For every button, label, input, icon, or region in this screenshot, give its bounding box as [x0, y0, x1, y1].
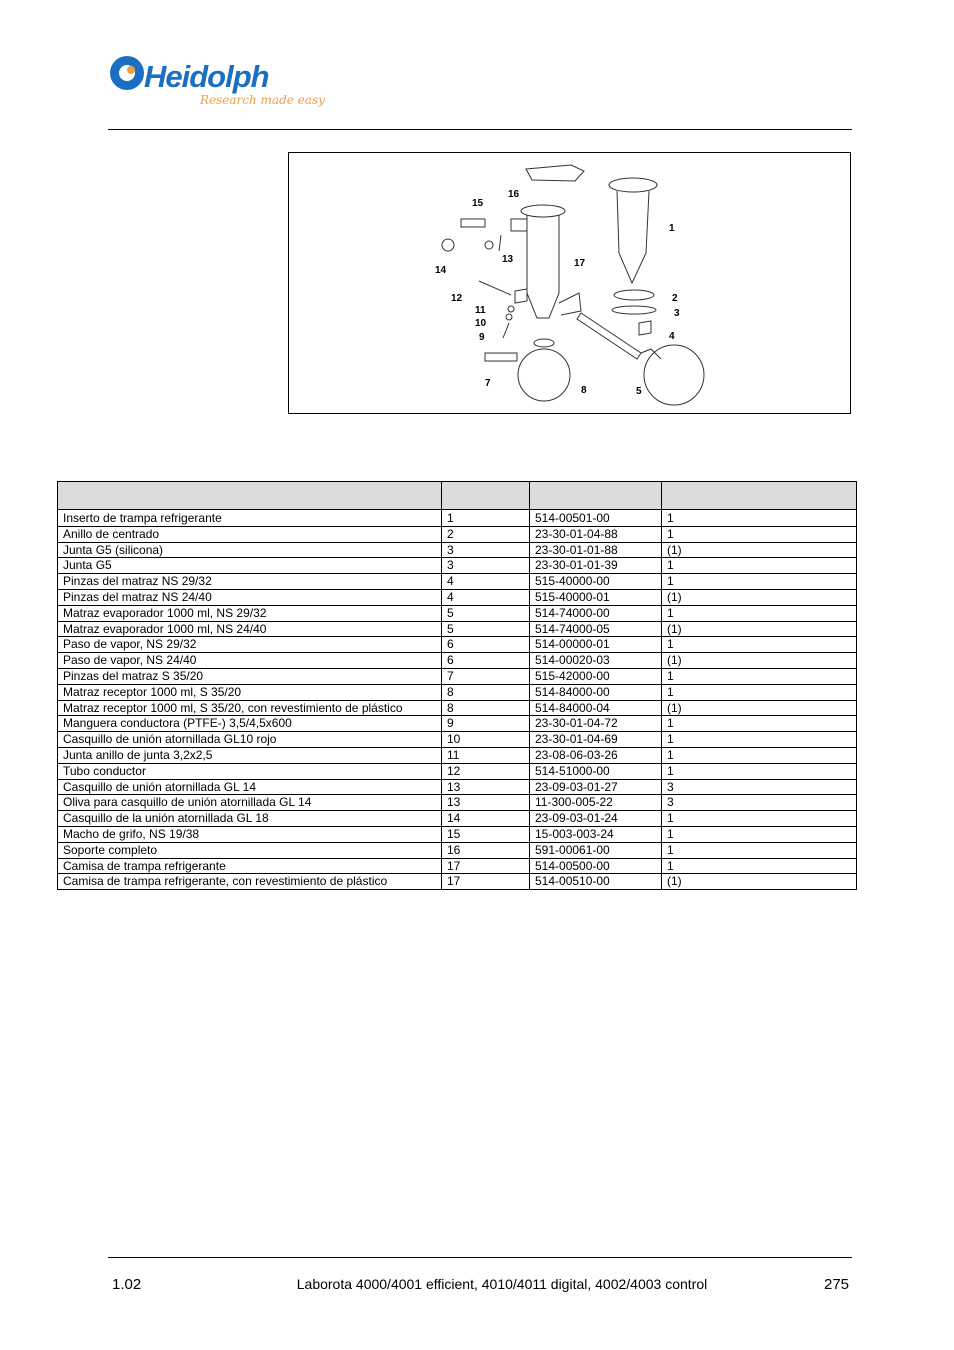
part-conductor-tube-icon	[479, 281, 511, 295]
part-number: 514-00020-03	[530, 653, 662, 669]
part-position: 9	[442, 716, 530, 732]
callout-4: 4	[669, 331, 675, 342]
part-position: 12	[442, 763, 530, 779]
part-number: 591-00061-00	[530, 842, 662, 858]
table-row	[58, 795, 857, 811]
part-olive-icon	[499, 235, 501, 251]
table-row	[58, 874, 857, 890]
part-description: Macho de grifo, NS 19/38	[58, 826, 442, 842]
callout-7: 7	[485, 378, 491, 389]
part-jacket-lower-side-icon	[515, 289, 527, 303]
part-position: 11	[442, 747, 530, 763]
part-quantity: 1	[662, 732, 857, 748]
part-position: 16	[442, 842, 530, 858]
part-number: 23-30-01-04-69	[530, 732, 662, 748]
part-description: Soporte completo	[58, 842, 442, 858]
part-insert-icon	[617, 191, 649, 283]
callout-13: 13	[502, 254, 514, 265]
spare-parts-table	[57, 481, 857, 890]
callout-8: 8	[581, 385, 587, 396]
part-description: Matraz evaporador 1000 ml, NS 29/32	[58, 605, 442, 621]
part-quantity: 1	[662, 637, 857, 653]
part-position: 10	[442, 732, 530, 748]
table-header-row	[58, 482, 857, 510]
part-position: 13	[442, 779, 530, 795]
callout-3: 3	[674, 308, 680, 319]
part-number: 514-74000-05	[530, 621, 662, 637]
table-row	[58, 732, 857, 748]
table-header-cell	[530, 482, 662, 510]
part-insert-rim-icon	[609, 178, 657, 192]
table-row	[58, 811, 857, 827]
part-description: Manguera conductora (PTFE-) 3,5/4,5x600	[58, 716, 442, 732]
part-description: Anillo de centrado	[58, 526, 442, 542]
table-header-cell	[58, 482, 442, 510]
callout-1: 1	[669, 223, 675, 234]
part-position: 7	[442, 668, 530, 684]
part-number: 15-003-003-24	[530, 826, 662, 842]
table-row	[58, 653, 857, 669]
part-description: Casquillo de unión atornillada GL 14	[58, 779, 442, 795]
part-description: Matraz evaporador 1000 ml, NS 24/40	[58, 621, 442, 637]
callout-5: 5	[636, 386, 642, 397]
table-row	[58, 621, 857, 637]
table-row	[58, 605, 857, 621]
part-number: 514-00000-01	[530, 637, 662, 653]
part-holder-icon	[526, 165, 584, 181]
part-position: 1	[442, 510, 530, 527]
part-quantity: 1	[662, 510, 857, 527]
part-description: Tubo conductor	[58, 763, 442, 779]
part-hose-icon	[503, 323, 509, 338]
part-number: 23-08-06-03-26	[530, 747, 662, 763]
part-quantity: 1	[662, 747, 857, 763]
part-position: 17	[442, 858, 530, 874]
part-position: 5	[442, 621, 530, 637]
heidolph-logo	[108, 50, 328, 112]
part-description: Casquillo de unión atornillada GL10 rojo	[58, 732, 442, 748]
table-row	[58, 826, 857, 842]
part-position: 4	[442, 574, 530, 590]
footer-page-number: 275	[824, 1276, 850, 1293]
table-row	[58, 684, 857, 700]
table-row	[58, 542, 857, 558]
part-quantity: 1	[662, 763, 857, 779]
part-number: 11-300-005-22	[530, 795, 662, 811]
heidolph-logo-mark	[108, 50, 328, 112]
part-ring-seal-icon	[508, 306, 514, 312]
part-quantity: 1	[662, 716, 857, 732]
table-row	[58, 716, 857, 732]
part-quantity: (1)	[662, 700, 857, 716]
callout-14: 14	[435, 265, 447, 276]
part-seal-icon	[612, 306, 656, 314]
part-position: 8	[442, 684, 530, 700]
part-jacket-icon	[527, 215, 559, 318]
part-description: Matraz receptor 1000 ml, S 35/20, con revestimiento de plástico	[58, 700, 442, 716]
part-gl14-cap-icon	[485, 241, 493, 249]
part-quantity: 3	[662, 795, 857, 811]
part-number: 23-09-03-01-27	[530, 779, 662, 795]
table-row	[58, 558, 857, 574]
part-number: 514-84000-04	[530, 700, 662, 716]
part-quantity: 1	[662, 668, 857, 684]
part-position: 4	[442, 589, 530, 605]
part-description: Oliva para casquillo de unión atornillada GL 14	[58, 795, 442, 811]
part-quantity: 1	[662, 558, 857, 574]
table-row	[58, 574, 857, 590]
part-quantity: (1)	[662, 653, 857, 669]
part-description: Camisa de trampa refrigerante, con revestimiento de plástico	[58, 874, 442, 890]
part-flask-clamp-icon	[639, 321, 651, 335]
part-gl18-cap-icon	[442, 239, 454, 251]
part-number: 23-30-01-01-88	[530, 542, 662, 558]
exploded-view-drawing	[289, 153, 852, 415]
part-quantity: 1	[662, 858, 857, 874]
part-number: 514-84000-00	[530, 684, 662, 700]
part-receiving-clamp-icon	[485, 353, 517, 361]
part-description: Pinzas del matraz NS 29/32	[58, 574, 442, 590]
callout-2: 2	[672, 293, 678, 304]
part-number: 23-30-01-04-88	[530, 526, 662, 542]
table-row	[58, 747, 857, 763]
part-description: Junta G5 (silicona)	[58, 542, 442, 558]
part-jacket-side-icon	[511, 219, 527, 231]
logo-tagline-text: Research made easy	[200, 93, 325, 107]
part-description: Paso de vapor, NS 29/32	[58, 637, 442, 653]
logo-brand-text: Heidolph	[144, 59, 269, 94]
part-description: Pinzas del matraz NS 24/40	[58, 589, 442, 605]
part-description: Paso de vapor, NS 24/40	[58, 653, 442, 669]
part-number: 514-00501-00	[530, 510, 662, 527]
logo-dot-icon	[127, 66, 135, 74]
callout-15: 15	[472, 198, 484, 209]
part-quantity: 3	[662, 779, 857, 795]
part-quantity: 1	[662, 684, 857, 700]
part-receiving-flask-neck-icon	[534, 339, 554, 347]
part-quantity: 1	[662, 826, 857, 842]
part-description: Junta G5	[58, 558, 442, 574]
part-quantity: (1)	[662, 621, 857, 637]
part-position: 13	[442, 795, 530, 811]
part-quantity: 1	[662, 605, 857, 621]
part-number: 515-40000-01	[530, 589, 662, 605]
part-flask-neck-icon	[641, 349, 661, 359]
callout-11: 11	[475, 305, 486, 316]
callout-12: 12	[451, 293, 463, 304]
footer-product: Laborota 4000/4001 efficient, 4010/4011 digital, 4002/4003 control	[296, 1276, 708, 1292]
table-header-cell	[662, 482, 857, 510]
part-quantity: 1	[662, 811, 857, 827]
part-screw-cap-icon	[506, 314, 512, 320]
callout-17: 17	[574, 258, 586, 269]
table-row	[58, 526, 857, 542]
part-position: 15	[442, 826, 530, 842]
part-number: 514-00510-00	[530, 874, 662, 890]
part-quantity: (1)	[662, 589, 857, 605]
footer-divider	[108, 1257, 852, 1258]
table-header-cell	[442, 482, 530, 510]
part-number: 515-42000-00	[530, 668, 662, 684]
part-description: Matraz receptor 1000 ml, S 35/20	[58, 684, 442, 700]
part-description: Casquillo de la unión atornillada GL 18	[58, 811, 442, 827]
part-description: Junta anillo de junta 3,2x2,5	[58, 747, 442, 763]
part-number: 23-30-01-04-72	[530, 716, 662, 732]
table-row	[58, 510, 857, 527]
part-description: Camisa de trampa refrigerante	[58, 858, 442, 874]
part-stopcock-icon	[461, 219, 485, 227]
table-row	[58, 858, 857, 874]
part-number: 23-09-03-01-24	[530, 811, 662, 827]
part-number: 514-74000-00	[530, 605, 662, 621]
part-position: 8	[442, 700, 530, 716]
part-quantity: (1)	[662, 542, 857, 558]
part-description: Pinzas del matraz S 35/20	[58, 668, 442, 684]
part-vapor-duct-icon	[577, 313, 641, 359]
table-row	[58, 589, 857, 605]
part-quantity: (1)	[662, 874, 857, 890]
part-number: 514-51000-00	[530, 763, 662, 779]
part-quantity: 1	[662, 526, 857, 542]
part-position: 6	[442, 653, 530, 669]
part-number: 23-30-01-01-39	[530, 558, 662, 574]
table-row	[58, 700, 857, 716]
footer-version: 1.02	[112, 1276, 142, 1293]
table-row	[58, 637, 857, 653]
table-body	[58, 510, 857, 890]
part-position: 2	[442, 526, 530, 542]
header-divider	[108, 129, 852, 130]
part-jacket-outlet-icon	[559, 293, 581, 315]
part-evaporating-flask-icon	[644, 345, 704, 405]
part-position: 14	[442, 811, 530, 827]
callout-9: 9	[479, 332, 485, 343]
part-jacket-rim-icon	[521, 205, 565, 217]
table-row	[58, 668, 857, 684]
part-centering-ring-icon	[614, 290, 654, 300]
part-position: 3	[442, 542, 530, 558]
part-position: 3	[442, 558, 530, 574]
table-row	[58, 763, 857, 779]
table-row	[58, 779, 857, 795]
part-position: 5	[442, 605, 530, 621]
callout-10: 10	[475, 318, 487, 329]
callout-16: 16	[508, 189, 520, 200]
part-quantity: 1	[662, 574, 857, 590]
part-quantity: 1	[662, 842, 857, 858]
part-position: 17	[442, 874, 530, 890]
part-receiving-flask-icon	[518, 349, 570, 401]
part-number: 514-00500-00	[530, 858, 662, 874]
part-description: Inserto de trampa refrigerante	[58, 510, 442, 527]
part-position: 6	[442, 637, 530, 653]
part-number: 515-40000-00	[530, 574, 662, 590]
table-row	[58, 842, 857, 858]
exploded-view-figure	[288, 152, 851, 414]
